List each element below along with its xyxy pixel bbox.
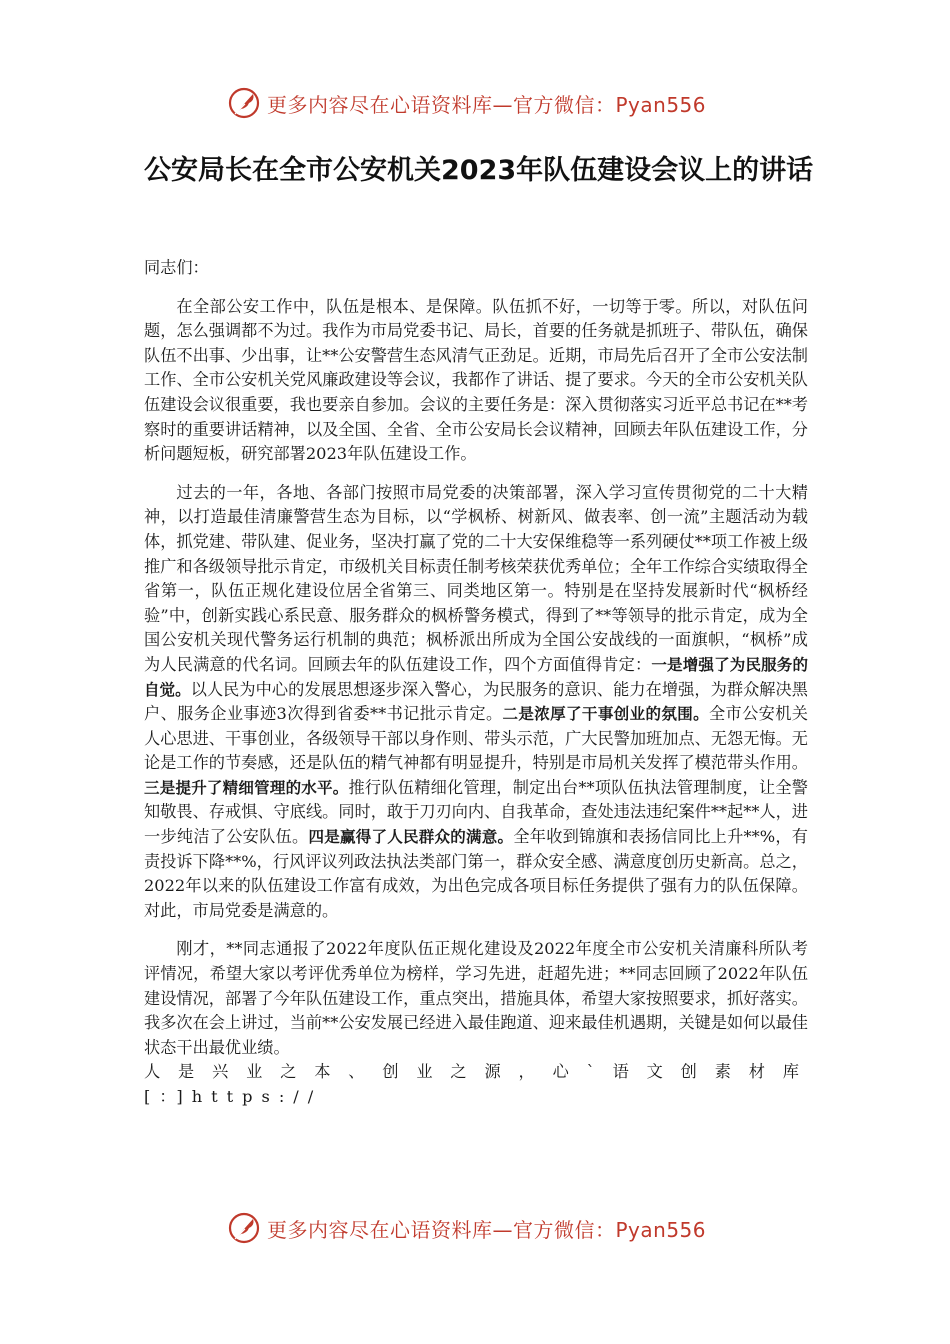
banner-text: 更多内容尽在心语资料库—官方微信：Pyan556 bbox=[267, 1217, 707, 1242]
page-title: 公安局长在全市公安机关2023年队伍建设会议上的讲话 bbox=[144, 155, 814, 186]
point-1-heading: 一是增强了为民服务的自觉。 bbox=[144, 655, 808, 699]
header-banner bbox=[227, 86, 727, 120]
footer-banner bbox=[227, 1211, 727, 1245]
salutation: 同志们： bbox=[144, 258, 209, 277]
document-body bbox=[144, 256, 808, 1110]
point-3-heading: 三是提升了精细管理的水平。 bbox=[144, 778, 349, 797]
paragraph-1: 在全部公安工作中，队伍是根本、是保障。队伍抓不好，一切等于零。所以，对队伍问题，怎么强调都不为过。我作为市局党委书记、局长，首要的任务就是抓班子、带队伍，确保队伍不出事、少出事，让**公安警营生态风清气正劲足。近期，市局先后召开了全市公安法制工作、全市公安机关党风廉政建设等会议，我都作了讲话、提了要求。今天的全市公安机关队伍建设会议很重要，我也要亲自参加。会议的主要任务是：深入贯彻落实习近平总书记在**考察时的重要讲话精神，以及全国、全省、全市公安局长会议精神，回顾去年队伍建设工作，分析问题短板，研究部署2023年队伍建设工作。 bbox=[144, 296, 808, 464]
quill-logo-icon bbox=[227, 1211, 261, 1245]
quill-logo-icon bbox=[227, 86, 261, 120]
paragraph-3-tail: 人是兴业之本、创业之源，心`语文创素材库[：]https:// bbox=[144, 1062, 808, 1106]
point-2-text: 全市公安机关人心思进、干事创业，各级领导干部以身作则、带头示范，广大民警加班加点、无怨无悔。无论是工作的节奏感，还是队伍的精气神都有明显提升，特别是市局机关发挥了模范带头作用。 bbox=[144, 704, 808, 773]
point-4-heading: 四是赢得了人民群众的满意。 bbox=[308, 828, 514, 847]
paragraph-3: 刚才，**同志通报了2022年度队伍正规化建设及2022年度全市公安机关清廉科所队考评情况，希望大家以考评优秀单位为榜样，学习先进，赶超先进；**同志回顾了2022年队伍建设情况，部署了今年队伍建设工作，重点突出，措施具体，希望大家按照要求，抓好落实。我多次在会上讲过，当前**公安发展已经进入最佳跑道、迎来最佳机遇期，关键是如何以最佳状态干出最优业绩。 bbox=[144, 939, 808, 1057]
point-2-heading: 二是浓厚了干事创业的氛围。 bbox=[502, 705, 709, 724]
point-4-text: 全年收到锦旗和表扬信同比上升**%，有责投诉下降**%，行风评议列政法执法类部门第一，群众安全感、满意度创历史新高。总之，2022年以来的队伍建设工作富有成效，为出色完成各项目标任务提供了强有力的队伍保障。对此，市局党委是满意的。 bbox=[144, 827, 808, 920]
paragraph-2-text: 过去的一年，各地、各部门按照市局党委的决策部署，深入学习宣传贯彻党的二十大精神，以打造最佳清廉警营生态为目标，以“学枫桥、树新风、做表率、创一流”主题活动为载体，抓党建、带队建、促业务，坚决打赢了党的二十大安保维稳等一系列硬仗**项工作被上级推广和各级领导批示肯定，市级机关目标责任制考核荣获优秀单位；全年工作综合实绩取得全省第一，队伍正规化建设位居全省第三、同类地区第一。特别是在坚持发展新时代“枫桥经验”中，创新实践心系民意、服务群众的枫桥警务模式，得到了**等领导的批示肯定，成为全国公安机关现代警务运行机制的典范；枫桥派出所成为全国公安战线的一面旗帜，“枫桥”成为人民满意的代名词。回顾去年的队伍建设工作，四个方面值得肯定： bbox=[144, 482, 808, 674]
point-3-text: 推行队伍精细化管理，制定出台**项队伍执法管理制度，让全警知敬畏、存戒惧、守底线。同时，敢于刀刃向内、自我革命，查处违法违纪案件**起**人，进一步纯洁了公安队伍。 bbox=[144, 777, 808, 847]
paragraph-2 bbox=[144, 481, 808, 924]
banner-text: 更多内容尽在心语资料库—官方微信：Pyan556 bbox=[267, 92, 707, 117]
point-1-text: 以人民为中心的发展思想逐步深入警心，为民服务的意识、能力在增强，为群众解决黑户、服务企业事迹3次得到省委**书记批示肯定。 bbox=[144, 679, 808, 724]
